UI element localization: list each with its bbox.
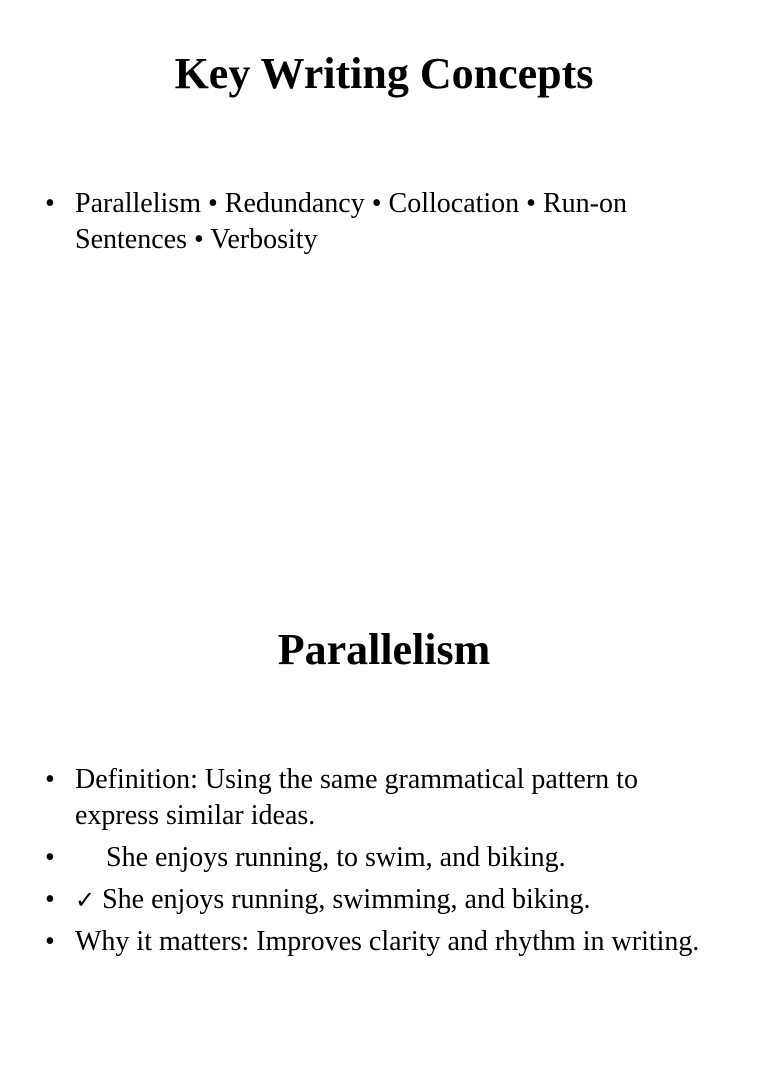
slide-title: Parallelism [277,625,491,674]
list-item [45,840,705,876]
list-item [45,882,705,918]
correct-example-text: She enjoys running, swimming, and biking. [102,884,591,915]
slide-title: Key Writing Concepts [174,49,594,98]
bullet-icon: • [45,764,55,795]
why-it-matters-text: Why it matters: Improves clarity and rhythm in writing. [75,926,700,957]
bullet-icon: • [45,884,55,915]
list-item [45,186,705,258]
list-item [45,924,705,960]
bullet-list [45,186,705,264]
slide-key-writing-concepts [0,0,768,512]
bullet-list [45,762,705,966]
list-item [45,762,705,834]
bullet-icon: • [45,188,55,219]
definition-text: Definition: Using the same grammatical pattern to express similar ideas. [75,764,638,831]
slide-parallelism [0,576,768,1088]
bullet-icon: • [45,842,55,873]
bullet-icon: • [45,926,55,957]
concepts-list-text: Parallelism • Redundancy • Collocation • Run-on Sentences • Verbosity [75,188,627,255]
incorrect-example-text: She enjoys running, to swim, and biking. [106,842,566,873]
check-icon: ✓ [75,886,96,914]
